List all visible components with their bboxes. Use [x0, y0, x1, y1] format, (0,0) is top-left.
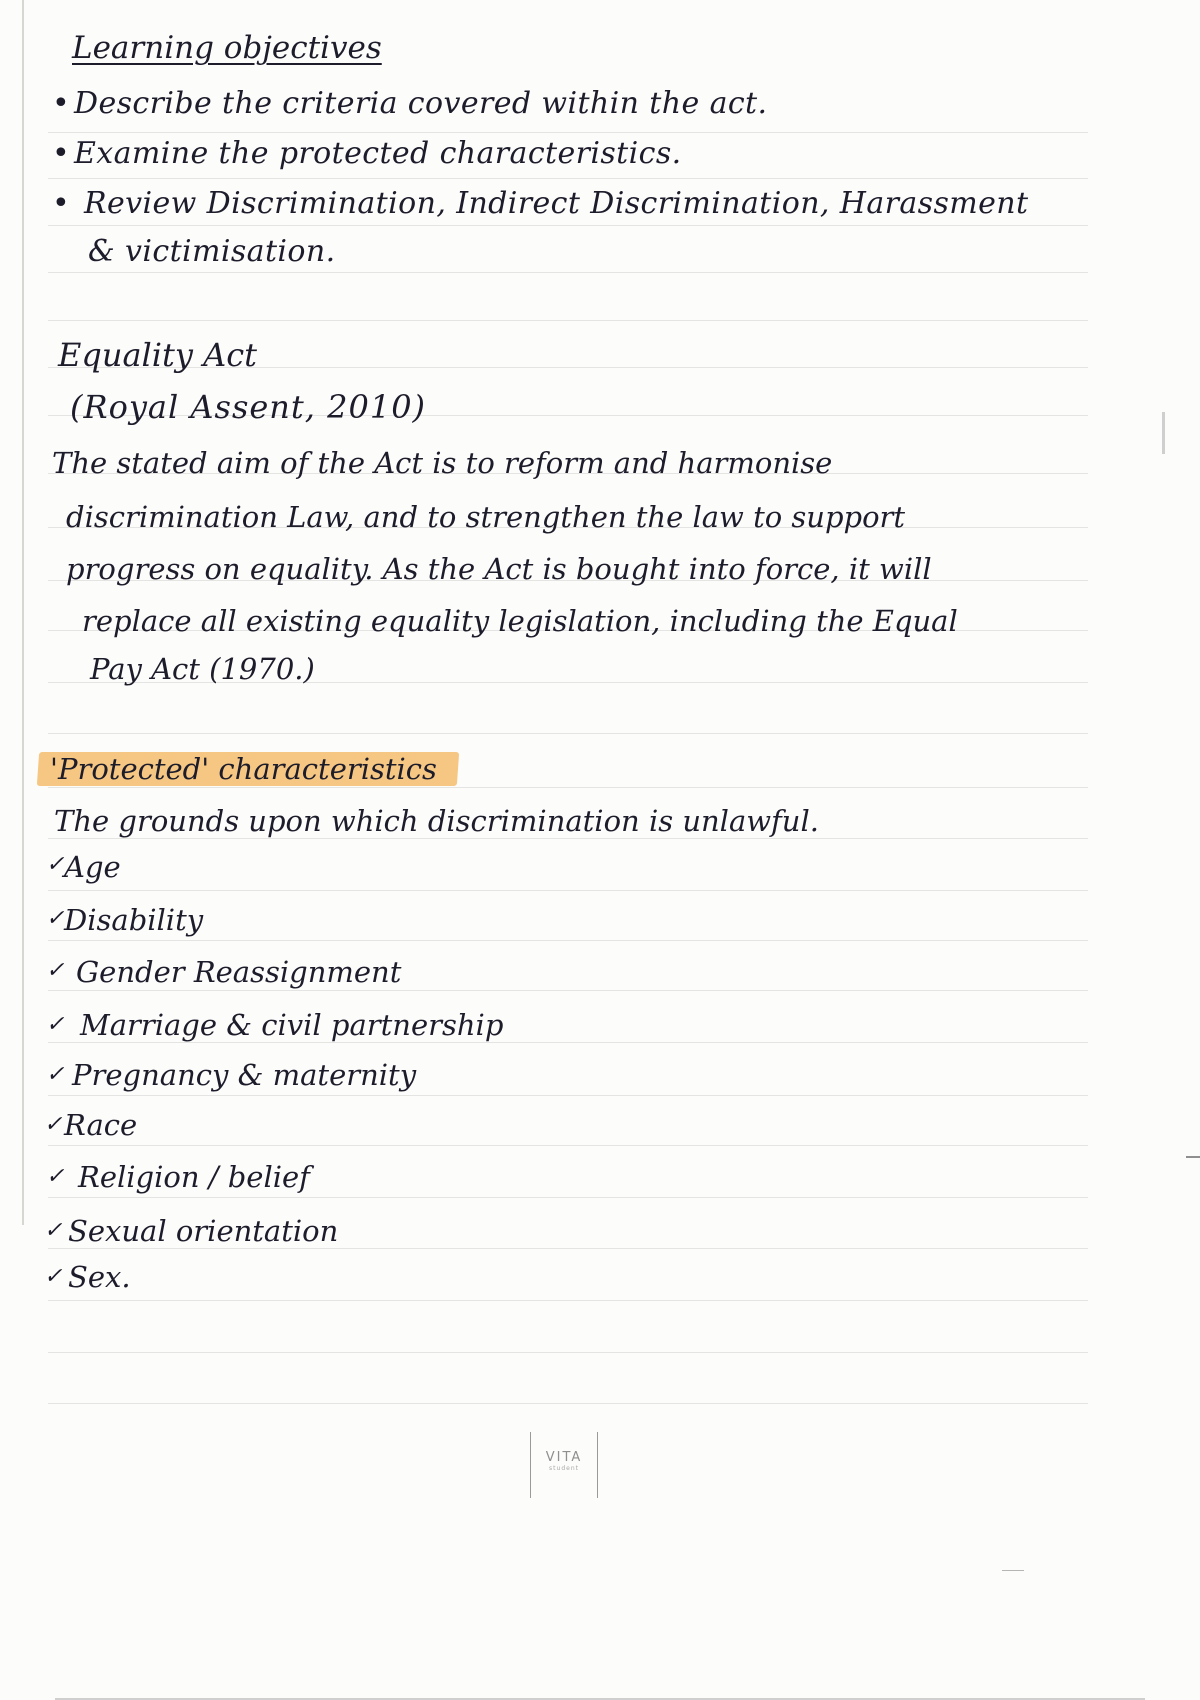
ruled-line [48, 1248, 1088, 1249]
objective-item: Describe the criteria covered within the act. [74, 86, 768, 121]
characteristic-item: Disability [64, 903, 204, 937]
check-icon: ✓ [44, 1112, 63, 1137]
paragraph-line: replace all existing equality legislation, including the Equal [82, 604, 958, 638]
check-icon: ✓ [44, 1264, 63, 1289]
page-edge-mark [1162, 412, 1165, 454]
characteristic-item: Religion / belief [78, 1160, 310, 1194]
ruled-line [48, 225, 1088, 226]
characteristic-item: Marriage & civil partnership [80, 1008, 504, 1042]
check-icon: ✓ [46, 906, 65, 931]
ruled-line [48, 990, 1088, 991]
margin-line [22, 0, 24, 1225]
ruled-line [48, 1095, 1088, 1096]
bullet-marker: • [52, 186, 71, 221]
ruled-line [48, 940, 1088, 941]
characteristics-heading: 'Protected' characteristics [50, 752, 437, 786]
ruled-line [48, 1352, 1088, 1353]
check-icon: ✓ [46, 1062, 65, 1087]
paragraph-line: The stated aim of the Act is to reform and harmonise [52, 446, 833, 480]
logo-text: VITA [545, 1450, 583, 1465]
ruled-line [48, 132, 1088, 133]
ruled-line [48, 787, 1088, 788]
ruled-line [48, 1042, 1088, 1043]
ruled-line [48, 1403, 1088, 1404]
ruled-line [48, 272, 1088, 273]
characteristic-item: Pregnancy & maternity [72, 1058, 417, 1092]
bullet-marker: • [52, 136, 71, 171]
section-subtitle: (Royal Assent, 2010) [70, 388, 427, 426]
objective-item: Examine the protected characteristics. [74, 136, 682, 171]
ruled-line [48, 1197, 1088, 1198]
characteristic-item: Sex. [68, 1260, 131, 1294]
characteristic-item: Gender Reassignment [76, 955, 402, 989]
characteristics-intro: The grounds upon which discrimination is unlawful. [54, 804, 819, 838]
ruled-line [48, 1300, 1088, 1301]
logo-subtext: student [549, 1465, 579, 1472]
ruled-line [48, 890, 1088, 891]
notebook-brand-logo [530, 1432, 598, 1498]
ruled-line [48, 320, 1088, 321]
page-edge-mark [1186, 1156, 1200, 1158]
ruled-line [48, 1145, 1088, 1146]
characteristic-item: Race [64, 1108, 138, 1142]
check-icon: ✓ [46, 1164, 65, 1189]
check-icon: ✓ [46, 852, 65, 877]
characteristic-item: Age [64, 850, 121, 884]
page-smudge [1002, 1570, 1024, 1571]
ruled-line [48, 838, 1088, 839]
objectives-heading: Learning objectives [72, 30, 382, 66]
objective-item: Review Discrimination, Indirect Discrimination, Harassment [84, 186, 1029, 221]
objective-item-continued: & victimisation. [88, 234, 336, 269]
section-title: Equality Act [58, 336, 257, 374]
paragraph-line: Pay Act (1970.) [90, 652, 315, 686]
ruled-line [48, 178, 1088, 179]
paragraph-line: progress on equality. As the Act is bought into force, it will [66, 552, 932, 586]
bullet-marker: • [52, 86, 71, 121]
check-icon: ✓ [46, 958, 65, 983]
paragraph-line: discrimination Law, and to strengthen the law to support [66, 500, 906, 534]
characteristic-item: Sexual orientation [68, 1214, 339, 1248]
check-icon: ✓ [46, 1012, 65, 1037]
check-icon: ✓ [44, 1218, 63, 1243]
ruled-line [48, 733, 1088, 734]
